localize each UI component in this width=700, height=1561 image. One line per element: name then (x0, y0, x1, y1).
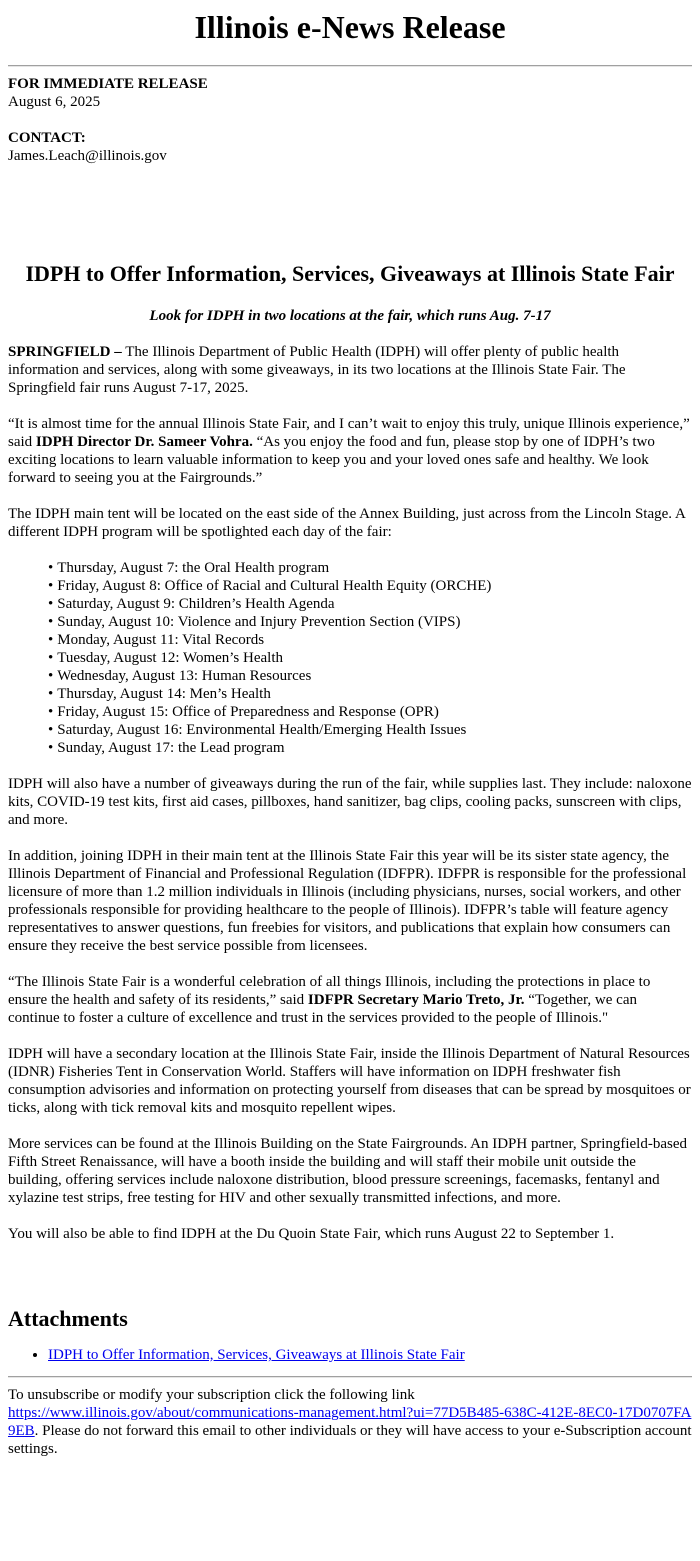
attachments-list (8, 1346, 692, 1364)
header-divider (8, 65, 692, 67)
list-item: • Monday, August 11: Vital Records (48, 631, 692, 649)
paragraph-giveaways: IDPH will also have a number of giveaways during the run of the fair, while supplies last. They include: naloxone kits, COVID-19 test kits, first aid cases, pillboxes, hand sanitizer, bag clips, cooling packs, sunscreen with clips, and more. (8, 776, 692, 828)
quote-post: “As you enjoy the food and fun, please stop by one of IDPH’s two exciting locations to learn valuable information to keep you and your loved ones safe and healthy. We look forward to seeing you at the Fairgrounds.” (8, 434, 655, 486)
paragraph-intro (8, 343, 692, 397)
paragraph-quote-treto (8, 973, 692, 1027)
banner-title: Illinois e-News Release (194, 9, 506, 45)
subheadline: Look for IDPH in two locations at the fair, which runs Aug. 7-17 (149, 308, 551, 324)
contact-email: James.Leach@illinois.gov (8, 148, 167, 164)
contact-info (8, 129, 692, 165)
spacer (8, 165, 692, 260)
headline: IDPH to Offer Information, Services, Giveaways at Illinois State Fair (25, 261, 675, 286)
quote-pre: “The Illinois State Fair is a wonderful celebration of all things Illinois, including the protections in place to ensure the health and safety of its residents,” said (8, 974, 651, 1008)
schedule-list (8, 559, 692, 757)
paragraph-secondary-location: IDPH will have a secondary location at the Illinois State Fair, inside the Illinois Department of Natural Resources (IDNR) Fisheries Tent in Conservation World. Staffers will have information on IDPH freshwater fish consumption advisories and information on protecting yourself from diseases that can be spread by mosquitoes or ticks, along with tick removal kits and mosquito repellent wipes. (8, 1046, 691, 1116)
footer-divider (8, 1376, 692, 1378)
paragraph-main-tent: The IDPH main tent will be located on the east side of the Annex Building, just across from the Lincoln Stage. A different IDPH program will be spotlighted each day of the fair: (8, 506, 685, 540)
list-item (48, 1346, 692, 1364)
spacer (8, 1261, 692, 1305)
speaker-treto: IDFPR Secretary Mario Treto, Jr. (307, 992, 525, 1008)
quote-pre: “It is almost time for the annual Illinois State Fair, and I can’t wait to enjoy this truly, unique Illinois experience,” said (8, 416, 690, 450)
paragraph-illinois-building: More services can be found at the Illinois Building on the State Fairgrounds. An IDPH partner, Springfield-based Fifth Street Renaissance, will have a booth inside the building and will staff their mobile unit outside the building, offering services include naloxone distribution, blood pressure screenings, facemasks, fentanyl and xylazine test strips, free testing for HIV and other sexually transmitted infections, and more. (8, 1136, 687, 1206)
list-item: • Saturday, August 9: Children’s Health Agenda (48, 595, 692, 613)
paragraph-idfpr: In addition, joining IDPH in their main tent at the Illinois State Fair this year will be its sister state agency, the Illinois Department of Financial and Professional Regulation (IDFPR). IDFPR is responsible for the professional licensure of more than 1.2 million individuals in Illinois (including physicians, nurses, social workers, and other professionals responsible for providing healthcare to the people of Illinois). IDFPR’s table will feature agency representatives to answer questions, fun freebies for visitors, and publications that explain how consumers can ensure they receive the best service possible from licensees. (8, 848, 687, 954)
list-item: • Thursday, August 7: the Oral Health program (48, 559, 692, 577)
footer (8, 1386, 692, 1458)
release-info (8, 75, 692, 111)
list-item: • Tuesday, August 12: Women’s Health (48, 649, 692, 667)
quote-post: “Together, we can continue to foster a culture of excellence and trust in the services provided to the people of Illinois." (8, 992, 637, 1026)
list-item: • Saturday, August 16: Environmental Health/Emerging Health Issues (48, 721, 692, 739)
paragraph-intro-text: The Illinois Department of Public Health (IDPH) will offer plenty of public health information and services, along with some giveaways, in its two locations at the Illinois State Fair. The Springfield fair runs August 7-17, 2025. (8, 344, 626, 396)
list-item: • Friday, August 15: Office of Preparedness and Response (OPR) (48, 703, 692, 721)
release-date: August 6, 2025 (8, 94, 101, 110)
release-label: FOR IMMEDIATE RELEASE (8, 76, 208, 92)
list-item: • Wednesday, August 13: Human Resources (48, 667, 692, 685)
list-item: • Sunday, August 17: the Lead program (48, 739, 692, 757)
dateline: SPRINGFIELD – (8, 344, 122, 360)
paragraph-quote-vohra (8, 415, 692, 487)
attachment-link[interactable]: IDPH to Offer Information, Services, Giveaways at Illinois State Fair (48, 1347, 465, 1363)
paragraph-du-quoin: You will also be able to find IDPH at the Du Quoin State Fair, which runs August 22 to September 1. (8, 1226, 615, 1242)
footer-intro: To unsubscribe or modify your subscription click the following link (8, 1387, 415, 1403)
list-item: • Thursday, August 14: Men’s Health (48, 685, 692, 703)
list-item: • Sunday, August 10: Violence and Injury Prevention Section (VIPS) (48, 613, 692, 631)
attachments-title: Attachments (8, 1306, 128, 1331)
list-item: • Friday, August 8: Office of Racial and Cultural Health Equity (ORCHE) (48, 577, 692, 595)
unsubscribe-link[interactable]: https://www.illinois.gov/about/communications-management.html?ui=77D5B485-638C-412E-8EC0-17D0707FA9EB (8, 1405, 692, 1439)
speaker-vohra: IDPH Director Dr. Sameer Vohra. (35, 434, 253, 450)
contact-label: CONTACT: (8, 130, 86, 146)
footer-outro: . Please do not forward this email to other individuals or they will have access to your e-Subscription account settings. (8, 1423, 692, 1457)
